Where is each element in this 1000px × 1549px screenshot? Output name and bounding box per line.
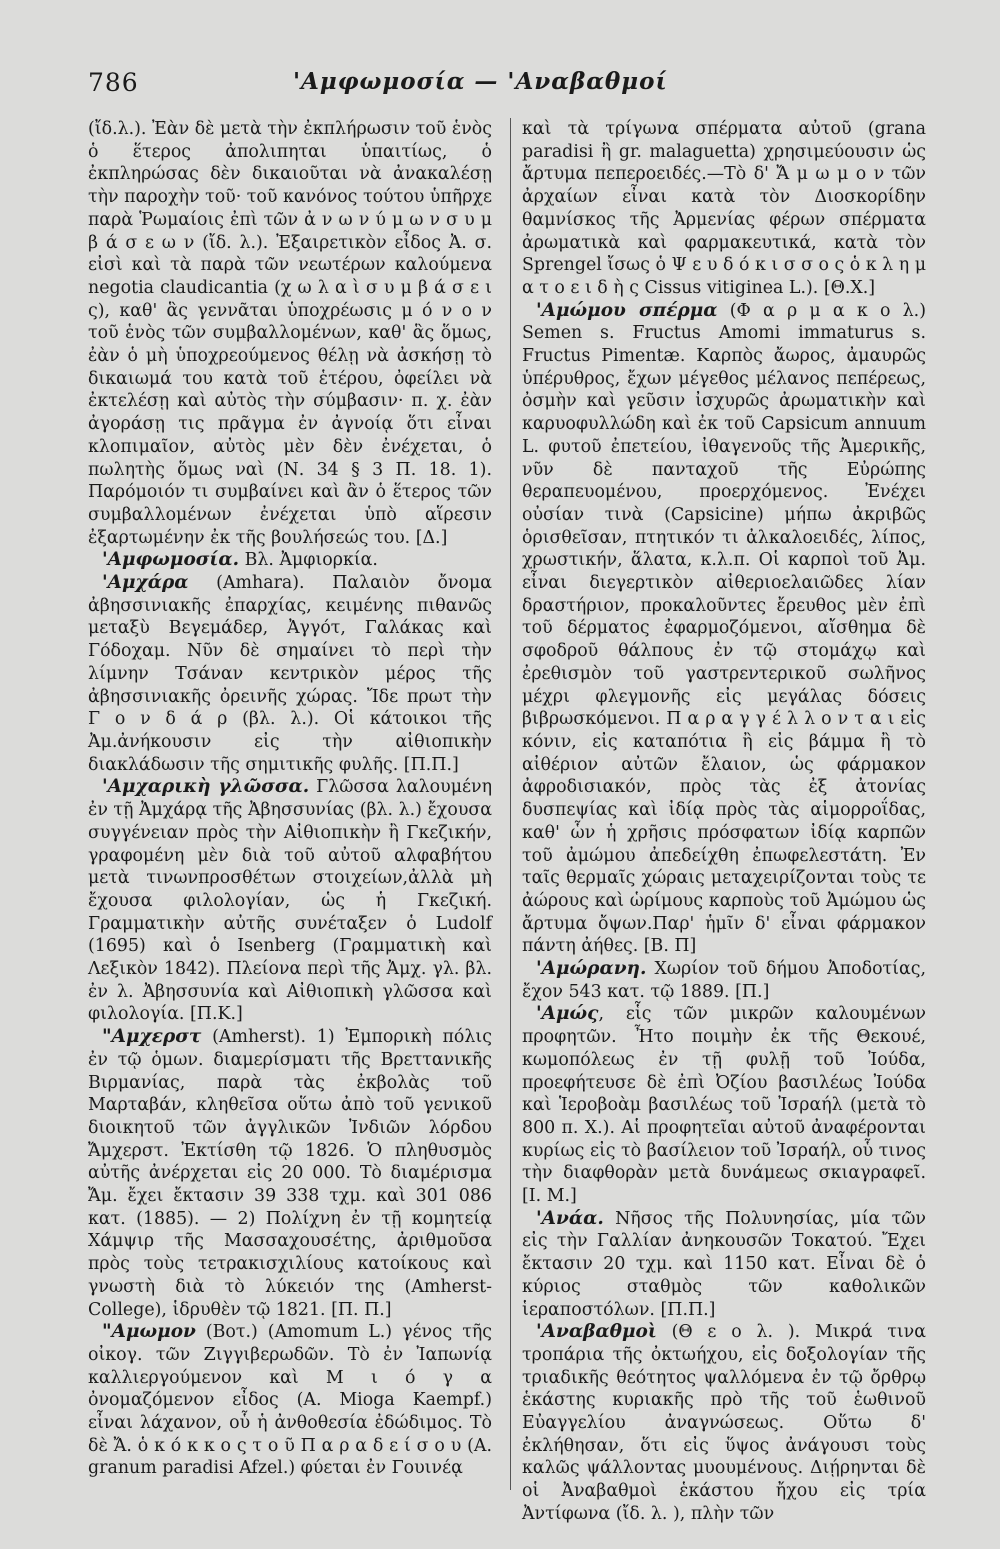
entry-headword: 'Αμχαρικὴ γλῶσσα. (102, 776, 310, 798)
entry (522, 1321, 926, 1525)
entry-text: Γλῶσσα λαλουμένη ἐν τῇ Ἀμχάρᾳ τῆς Ἀβησσυνίας (βλ. λ.) ἔχουσα συγγένειαν πρὸς τὴν Αἰθιοπικὴν ἢ Γκεζικήν, γραφομένη μὲν διὰ τοῦ αὐτοῦ αλφαβήτου μετὰ τινωνπροσθέτων στοιχείων,ἀλλὰ μὴ ἔχουσα φιλολογίαν, ὡς ἡ Γκεζική. Γραμματικὴν αὐτῆς συνέταξεν ὁ Ludolf (1695) καὶ ὁ Isenberg (Γραμματικὴ καὶ Λεξικὸν 1842). Πλείονα περὶ τῆς Ἀμχ. γλ. βλ. ἐν λ. Ἀβησσυνία καὶ Αἰθιοπικὴ γλῶσσα καὶ φιλολογία. [Π.Κ.] (88, 777, 493, 1025)
entry-text: (Βοτ.) (Amomum L.) γένος τῆς οἰκογ. τῶν Ζιγγιβερωδῶν. Τὸ ἐν Ἰαπωνίᾳ καλλιεργούμενον καὶ Μ ι ό γ α ὀνομαζόμενον εἶδος (A. Mioga Kaempf.) εἶναι λάχανον, οὗ ἡ ἀνθοθεσία ἐδώδιμος. Τὸ δὲ Ἄ. ὁ κ ό κ κ ο ς τ ο ῦ Π α ρ α δ ε ί σ ο υ (A. granum paradisi Afzel.) φύεται ἐν Γουινέᾳ (88, 1322, 492, 1479)
entry-text: Χωρίον τοῦ δήμου Ἀποδοτίας, ἔχον 543 κατ. τῷ 1889. [Π.] (522, 959, 926, 1002)
entry-text: (Θ ε ο λ. ). Μικρά τινα τροπάρια τῆς ὀκτωήχου, εἰς δοξολογίαν τῆς τριαδικῆς θεότητος ψαλλόμενα ἐν τῷ ὄρθρῳ ἑκάστης κυριακῆς πρὸ τῆς τοῦ ἑωθινοῦ Εὐαγγελίου ἀναγνώσεως. Οὕτω δ' ἐκλήθησαν, ὅτι εἰς ὕψος ἀνάγουσι τοὺς καλῶς ψάλλοντας μυουμένους. Διῄρηνται δὲ οἱ Ἀναβαθμοὶ ἑκάστου ἤχου εἰς τρία Ἀντίφωνα (ἴδ. λ. ), πλὴν τῶν (522, 1322, 926, 1524)
entry (522, 1208, 926, 1322)
entry-text: , εἷς τῶν μικρῶν καλουμένων προφητῶν. Ἦτο ποιμὴν ἐκ τῆς Θεκουέ, κωμοπόλεως ἐν τῇ φυλῇ τοῦ Ἰούδα, προεφήτευσε δὲ ἐπὶ Ὀζίου βασιλέως Ἰούδα καὶ Ἱεροβοὰμ βασιλέως τοῦ Ἰσραήλ (μετὰ τὸ 800 π. Χ.). Αἱ προφητεῖαι αὐτοῦ ἀναφέρονται κυρίως εἰς τὸ βασίλειον τοῦ Ἰσραήλ, οὗ τινος τὴν διαφθορὰν μετὰ δυνάμεως σκιαγραφεῖ. [Ι. Μ.] (522, 1004, 926, 1207)
entry-headword: 'Αμώς (536, 1003, 599, 1025)
entry-headword: "Αμωμον (102, 1321, 196, 1343)
entry (88, 549, 492, 572)
entry-text: (Amherst). 1) Ἐμπορικὴ πόλις ἐν τῷ ὁμων. διαμερίσματι τῆς Βρεττανικῆς Βιρμανίας, παρὰ τὰς ἐκβολὰς τοῦ Μαρταβάν, κληθεῖσα οὕτω ἀπὸ τοῦ γενικοῦ διοικητοῦ τῶν ἀγγλικῶν Ἰνδιῶν λόρδου Ἄμχερστ. Ἐκτίσθη τῷ 1826. Ὁ πληθυσμὸς αὐτῆς ἀνέρχεται εἰς 20 000. Τὸ διαμέρισμα Ἄμ. ἔχει ἔκτασιν 39 338 τχμ. καὶ 301 086 κατ. (1885). — 2) Πολίχνη ἐν τῇ κομητείᾳ Χάμψιρ τῆς Μασσαχουσέτης, ἀριθμοῦσα πρὸς τοὺς τετρακισχιλίους κατοίκους καὶ γνωστὴ διὰ τὸ λύκειόν της (Amherst-College), ἱδρυθὲν τῷ 1821. [Π. Π.] (88, 1027, 492, 1320)
entry (88, 118, 492, 549)
entry-text: Νῆσος τῆς Πολυνησίας, μία τῶν εἰς τὴν Γαλλίαν ἀνηκουσῶν Τοκατού. Ἔχει ἔκτασιν 20 τχμ. καὶ 1150 κατ. Εἶναι δὲ ὁ κύριος σταθμὸς τῶν καθολικῶν ἱεραποστόλων. [Π.Π.] (522, 1208, 926, 1320)
page-header (88, 64, 920, 104)
entry (522, 958, 926, 1003)
entry-text: (Φ α ρ μ α κ ο λ.) Semen s. Fructus Amomi immaturus s. Fructus Pimentæ. Καρπὸς ἄωρος, ἀμαυρῶς ὑπέρυθρος, ἔχων μέγεθος μέλανος πεπέρεως, ὀσμὴν καὶ γεῦσιν ἰσχυρῶς ἀρωματικὴν καὶ καρυοφυλλώδη καὶ ἐκ τοῦ Capsicum annuum L. φυτοῦ ἐπετείου, ἰθαγενοῦς τῆς Ἀμερικῆς, νῦν δὲ πανταχοῦ τῆς Εὐρώπης θεραπευομένου, προερχόμενος. Ἐνέχει οὐσίαν τινὰ (Capsicine) μήπω ἀκριβῶς ὁρισθεῖσαν, πτητικόν τι ἀλκαλοειδές, λίπος, χρωστικήν, ἅλατα, κ.λ.π. Οἱ καρποὶ τοῦ Ἀμ. εἶναι διεγερτικὸν αἰθεριοελαιῶδες λίαν δραστήριον, προκαλοῦντες ἔρευθος μὲν ἐπὶ τοῦ δέρματος ἐφαρμοζόμενοι, αἴσθημα δὲ σφοδροῦ θάλπους ἐν τῷ στομάχῳ καὶ ἐρεθισμὸν τοῦ γαστρεντερικοῦ σωλῆνος μέχρι φλεγμονῆς εἰς μεγάλας δόσεις βιβρωσκόμενοι. Π α ρ α γ γ έ λ λ ο ν τ α ι εἰς κόνιν, εἰς καταπότια ἢ εἰς βάμμα ἢ τὸ αἰθέριον αὐτῶν ἔλαιον, ὡς φάρμακον ἀφροδισιακόν, πρὸς τὰς ἐξ ἀτονίας δυσπεψίας καὶ ἰδίᾳ πρὸς τὰς αἱμορροΐδας, καθ' ὧν ἡ χρῆσις πρόσφατων ἰδίᾳ καρπῶν τοῦ ἀμώμου ἀπεδείχθη ἐπωφελεστάτη. Ἐν ταῖς θερμαῖς χώραις μεταχειρίζονται τοὺς τε ἀώρους καὶ ὡρίμους καρποὺς τοῦ Ἀμώμου ὡς ἄρτυμα ὄψων.Παρ' ἡμῖν δ' εἶναι φάρμακον πάντη ἀήθες. [Β. Π] (522, 300, 926, 957)
entry-text: (Amhara). Παλαιὸν ὄνομα ἀβησσινιακῆς ἐπαρχίας, κειμένης πιθανῶς μεταξὺ Βεγεμάδερ, Ἀγγότ, Γαλάκας καὶ Γόδοχαμ. Νῦν δὲ σημαίνει τὸ περὶ τὴν λίμνην Τσάναν κεντρικὸν μέρος τῆς ἀβησσινιακῆς ὀρεινῆς χώρας. Ἴδε πρωτ τὴν Γ ο ν δ ά ρ (βλ. λ.). Οἱ κάτοικοι τῆς Ἀμ.ἀνήκουσιν εἰς τὴν αἰθιοπικὴν διακλάδωσιν τῆς σημιτικῆς φυλῆς. [Π.Π.] (88, 573, 492, 775)
page-number: 786 (88, 68, 139, 97)
entry-text: Βλ. Ἀμφιορκία. (239, 550, 378, 571)
entry (88, 1026, 492, 1321)
entry-text: καὶ τὰ τρίγωνα σπέρματα αὐτοῦ (grana paradisi ἢ gr. malaguetta) χρησιμεύουσιν ὡς ἄρτυμα πεπεροειδές.—Τὸ δ' Ἄ μ ω μ ο ν τῶν ἀρχαίων εἶναι κατὰ τὸν Διοσκορίδην θαμνίσκος τῆς Ἀρμενίας φέρων σπέρματα ἀρωματικὰ καὶ φαρμακευτικά, κατὰ τὸν Sprengel ἴσως ὁ Ψ ε υ δ ό κ ι σ σ ο ς ὁ κ λ η μ α τ ο ε ι δ ὴ ς Cissus vitiginea L.). [Θ.Χ.] (522, 119, 926, 298)
entry (88, 1321, 492, 1480)
entry-headword: 'Ανάα. (536, 1207, 604, 1229)
entry-headword: "Αμχερστ (102, 1026, 202, 1048)
entry (522, 300, 926, 958)
entry-headword: 'Αμχάρα (102, 572, 189, 594)
right-column (522, 118, 926, 1526)
entry (522, 1003, 926, 1207)
running-head: 'Αμφωμοσία — 'Αναβαθμοί (293, 68, 668, 95)
entry-headword: 'Αμώρανη. (536, 958, 647, 980)
entry-headword: 'Αμώμου σπέρμα (536, 299, 718, 321)
entry-headword: 'Αναβαθμοὶ (536, 1321, 657, 1343)
entry-headword: 'Αμφωμοσία. (102, 549, 240, 571)
column-divider (510, 118, 511, 1490)
entry (522, 118, 926, 300)
entry (88, 572, 492, 776)
left-column (88, 118, 492, 1480)
entry-text: (ἴδ.λ.). Ἐὰν δὲ μετὰ τὴν ἐκπλήρωσιν τοῦ ἑνὸς ὁ ἕτερος ἀπολιπηται ὑπαιτίως, ὁ ἐκπληρώσας δὲν δικαιοῦται νὰ ἀνακαλέσῃ τὴν παροχὴν τοῦ· τοῦ κανόνος τούτου ὑπῆρχε παρὰ Ῥωμαίοις ἐπὶ τῶν ἀ ν ω ν ύ μ ω ν σ υ μ β ά σ ε ω ν (ἴδ. λ.). Ἐξαιρετικὸν εἶδος Ἀ. σ. εἰσὶ καὶ τὰ παρὰ τῶν νεωτέρων καλούμενα negotia claudicantia (χ ω λ α ὶ σ υ μ β ά σ ε ι ς), καθ' ἃς γεννᾶται ὑποχρέωσις μ ό ν ο ν τοῦ ἑνὸς τῶν συμβαλλομένων, καθ' ἃς ὅμως, ἐὰν ὁ μὴ ὑποχρεούμενος θέλῃ νὰ ἀσκήσῃ τὸ δικαιωμά του κατὰ τοῦ ἑτέρου, ὀφείλει νὰ ἐκτελέσῃ καὶ αὐτὸς τὴν σύμβασιν· π. χ. ἐὰν ἀγοράσῃ τις πρᾶγμα ἐν ἀγνοίᾳ ὅτι εἶναι κλοπιμαῖον, αὐτὸς μὲν δὲν ἐνέχεται, ὁ πωλητὴς ὅμως ναὶ (Ν. 34 § 3 Π. 18. 1). Παρόμοιόν τι συμβαίνει καὶ ἂν ὁ ἕτερος τῶν συμβαλλομένων ἐνέχεται ὑπὸ αἵρεσιν ἐξαρτωμένην ἐκ τῆς βουλήσεώς του. [Δ.] (88, 119, 492, 548)
entry (88, 776, 492, 1026)
